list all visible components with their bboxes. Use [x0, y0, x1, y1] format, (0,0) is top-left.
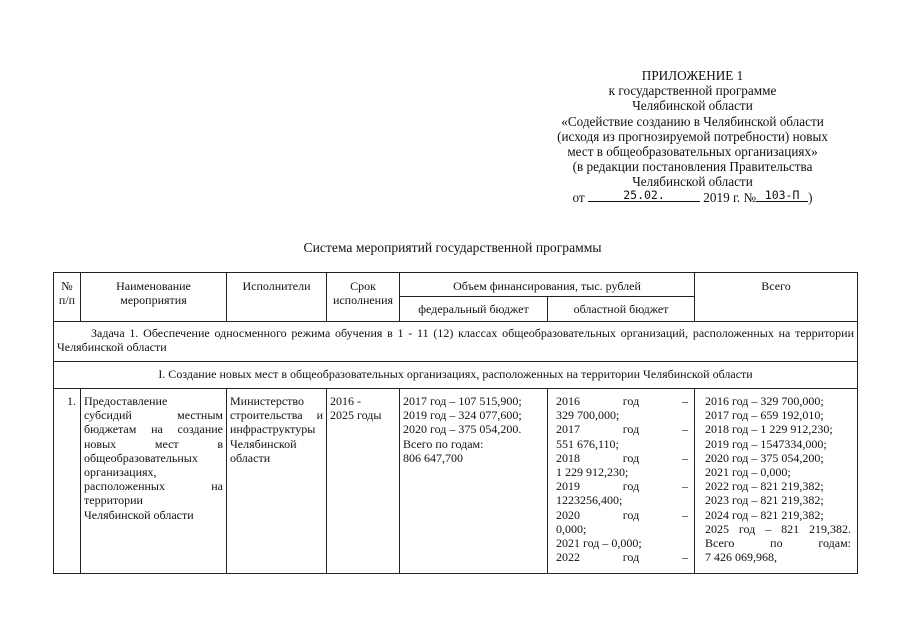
regional-value: 0,000; — [556, 521, 587, 536]
header-line: (исходя из прогнозируемой потребности) новых — [557, 128, 828, 144]
regional-value: 329 700,000; — [556, 408, 620, 423]
regional-value: 1223256,400; — [556, 493, 623, 508]
regional-year: 2018 год – — [556, 450, 688, 465]
header-line: (в редакции постановления Правительства — [572, 159, 813, 175]
name-line: субсидий местным — [84, 408, 223, 423]
total-sum: 7 426 069,968, — [705, 550, 777, 565]
exec-line: строительства и — [230, 408, 323, 423]
header-num: № п/п — [54, 273, 81, 322]
close-paren: ) — [808, 189, 813, 205]
date-field: 25.02. — [588, 189, 700, 202]
section-text: I. Создание новых мест в общеобразовательных организациях, расположенных на территории Челябинской области — [54, 362, 858, 389]
row-name — [81, 389, 227, 574]
total-line: 2025 год – 821 219,382. — [705, 521, 851, 536]
federal-line: 2020 год – 375 054,200. — [403, 422, 522, 437]
regional-year: 2016 год – — [556, 394, 688, 408]
table-header-row — [54, 273, 858, 297]
total-line: 2021 год – 0,000; — [705, 465, 791, 480]
header-line: Челябинской области — [632, 98, 753, 114]
regional-value: 1 229 912,230; — [556, 465, 629, 480]
name-line: бюджетам на создание — [84, 422, 223, 437]
system-title: Система мероприятий государственной программы — [303, 240, 602, 255]
regional-value: 551 676,110; — [556, 436, 619, 451]
row-total — [695, 389, 858, 574]
header-funding: Объем финансирования, тыс. рублей — [400, 273, 695, 297]
header-line: Челябинской области — [632, 174, 753, 190]
header-regional: областной бюджет — [548, 297, 695, 322]
term-line: 2025 годы — [330, 408, 382, 423]
header-line: «Содействие созданию в Челябинской области — [561, 113, 824, 129]
year-text: 2019 г. № — [703, 189, 757, 205]
header-term: Срок исполнения — [327, 273, 400, 322]
exec-line: области — [230, 450, 271, 465]
row-num: 1. — [54, 389, 81, 574]
resolution-date-line — [520, 187, 865, 205]
row-regional — [548, 389, 695, 574]
name-line: Челябинской области — [84, 507, 194, 522]
header-total: Всего — [695, 273, 858, 322]
total-line: 2016 год – 329 700,000; — [705, 394, 824, 408]
exec-line: Министерство — [230, 394, 304, 408]
total-line: 2017 год – 659 192,010; — [705, 408, 824, 423]
name-line: расположенных на — [84, 479, 223, 494]
name-line: территории — [84, 493, 143, 508]
federal-line: Всего по годам: — [403, 436, 484, 451]
regional-year: 2020 год – — [556, 507, 688, 522]
total-line: 2020 год – 375 054,200; — [705, 450, 824, 465]
row-term — [327, 389, 400, 574]
table-row — [54, 389, 858, 574]
appendix-title: ПРИЛОЖЕНИЕ 1 — [641, 68, 744, 83]
total-label: Всего по годам: — [705, 536, 851, 551]
regional-year: 2019 год – — [556, 479, 688, 494]
row-executors — [227, 389, 327, 574]
regional-year: 2017 год – — [556, 422, 688, 437]
measures-table — [53, 272, 858, 574]
federal-line: 806 647,700 — [403, 450, 463, 465]
section-row — [54, 362, 858, 389]
exec-line: инфраструктуры — [230, 422, 316, 437]
regional-year: 2022 год – — [556, 550, 688, 565]
date-prefix: от — [572, 189, 585, 205]
header-line: мест в общеобразовательных организациях» — [567, 144, 818, 160]
document-header — [520, 68, 865, 205]
federal-line: 2019 год – 324 077,600; — [403, 408, 522, 423]
total-line: 2024 год – 821 219,382; — [705, 507, 824, 522]
task-row — [54, 322, 858, 362]
header-line: к государственной программе — [608, 83, 777, 99]
total-line: 2018 год – 1 229 912,230; — [705, 422, 833, 437]
name-line: Предоставление — [84, 394, 168, 408]
header-federal: федеральный бюджет — [400, 297, 548, 322]
name-line: общеобразовательных — [84, 450, 198, 465]
total-line: 2023 год – 821 219,382; — [705, 493, 824, 508]
total-line: 2019 год – 1547334,000; — [705, 436, 827, 451]
task-text: Задача 1. Обеспечение односменного режима обучения в 1 - 11 (12) классах общеобразовательных организаций, расположенных на территории Челябинской области — [54, 322, 858, 362]
exec-line: Челябинской — [230, 436, 297, 451]
total-line: 2022 год – 821 219,382; — [705, 479, 824, 494]
regional-line: 2021 год – 0,000; — [556, 536, 642, 551]
federal-line: 2017 год – 107 515,900; — [403, 394, 522, 408]
header-name: Наименование мероприятия — [81, 273, 227, 322]
number-field: 103-П — [756, 189, 808, 202]
name-line: новых мест в — [84, 436, 223, 451]
name-line: организациях, — [84, 465, 157, 480]
header-executors: Исполнители — [227, 273, 327, 322]
row-federal — [400, 389, 548, 574]
term-line: 2016 - — [330, 394, 361, 408]
